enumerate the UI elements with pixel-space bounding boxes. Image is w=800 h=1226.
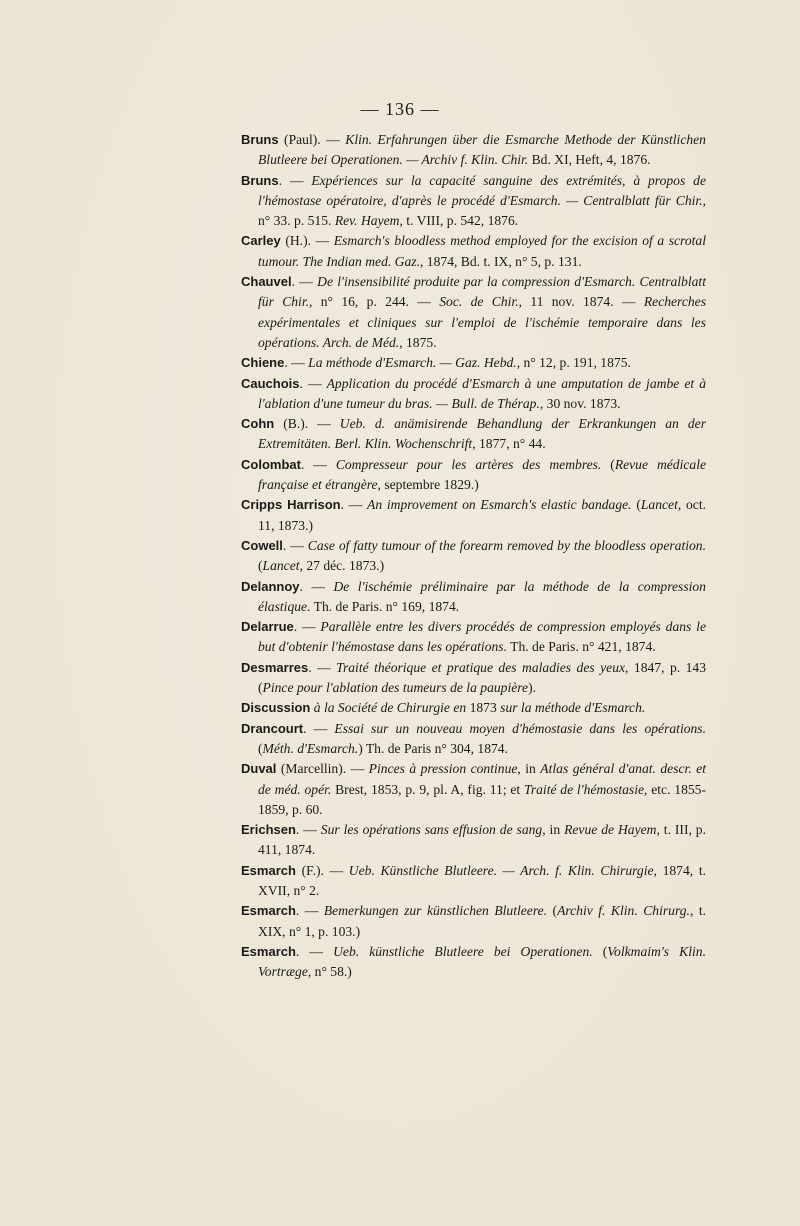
entry-author: Bruns [241,172,279,188]
entry-text: , t. VIII, p. 542, 1876. [399,213,519,229]
entry-italic-text: Sur les opérations sans effusion de sang [320,822,543,838]
entry-text: . — [291,274,318,290]
entry-italic-text: Revue de Hayem [564,822,657,838]
entry-italic-text: Klin. Erfahrungen über die Esmarche Methode der Künstlichen Blutleere bei Operationen. — Archiv f. Klin. Chir. [258,132,706,168]
entry-author: Bruns [241,132,279,147]
entry-italic-text: Case of fatty tumour of the forearm removed by the bloodless operation. [307,537,707,553]
entry-italic-text: Archiv f. Klin. Chirurg. [557,903,690,919]
entry-author: Chiene [241,355,285,371]
entry-italic-text: Lancet [262,558,300,574]
entry-text: , 1874, Bd. t. IX, n° 5, p. 131. [420,253,582,269]
bibliography-entry [241,495,706,536]
entry-text: , t. XIX, n° 1, p. 103.) [258,903,706,939]
entry-text: . — [278,172,312,188]
entry-italic-text: Ueb. d. anämisirende Behandlung der Erkrankungen an der Extremitäten. Berl. Klin. Wochenschrift [258,416,706,452]
bibliography-entry [241,658,706,699]
entry-italic-text: Recherches expérimentales et cliniques sur l'emploi de l'ischémie temporaire dans les opérations. Arch. de Méd. [258,294,707,350]
entry-italic-text: sur la méthode d'Esmarch. [500,700,646,716]
entry-author: Cohn [241,416,275,432]
entry-italic-text: Soc. de Chir. [439,294,519,310]
entry-text: (H.). — [280,233,334,249]
entry-italic-text: Expériences sur la capacité sanguine des extrémités, à propos de l'hémostase opératoire, d'après le procédé d'Esmarch. — Centralblatt für Chir. [258,172,706,208]
entry-text: Brest, 1853, p. 9, pl. A, fig. 11; et [331,781,525,797]
entry-text: , etc. 1855-1859, p. 60. [258,781,706,817]
entry-text: . — [284,355,309,371]
entry-author: Desmarres [241,659,309,675]
entry-author: Drancourt [241,720,304,736]
bibliography-entry [241,414,706,455]
bibliography-entry [241,536,706,577]
entry-text: , oct. 11, 1873.) [258,497,706,533]
entry-text: , in [542,822,565,838]
entry-text: , 1877, n° 44. [472,436,546,452]
entry-text: , 1875. [399,334,437,350]
entry-text: ( [601,456,615,472]
bibliography-entry [241,617,706,658]
entry-author: Chauvel [241,274,292,290]
entry-italic-text: Essai sur un nouveau moyen d'hémostasie dans les opérations. [334,720,706,736]
entry-text: , n° 16, p. 244. — [309,294,440,310]
bibliography-entry [241,130,706,171]
entry-text: ( [258,740,263,756]
bibliography-entry [241,353,706,373]
entry-text: ( [258,558,263,574]
entry-text: . — [295,903,324,919]
entry-text: ). [528,680,537,696]
entry-italic-text: Parallèle entre les divers procédés de compression employés dans le but d'obtenir l'hémostase dans les opérations. [258,619,706,655]
entry-text: , n° 58.) [307,964,352,980]
bibliography-list [241,130,706,982]
entry-text: , n° 12, p. 191, 1875. [516,355,631,371]
page-number: — 136 — [360,99,440,119]
bibliography-entry [241,698,706,718]
entry-text: . — [295,943,334,959]
bibliography-entry [241,759,706,820]
entry-text: (Paul). — [278,132,346,147]
entry-italic-text: Rev. Hayem [334,213,400,229]
bibliography-entry [241,231,706,272]
bibliography-entry [241,171,706,232]
entry-text: , in [517,761,541,777]
bibliography-entry [241,272,706,353]
bibliography-entry [241,942,706,983]
entry-italic-text: De l'insensibilité produite par la compression d'Esmarch. Centralblatt für Chir. [258,274,706,310]
entry-text: . — [295,822,321,838]
entry-author: Cauchois [241,375,300,391]
entry-text: ( [592,943,608,959]
entry-author: Delannoy [241,578,300,594]
entry-text: , 1874, t. XVII, n° 2. [258,862,706,898]
bibliography-entry [241,719,706,760]
entry-text: Th. de Paris. n° 421, 1874. [506,639,656,655]
entry-italic-text: Traité de l'hémostasie [524,781,645,797]
entry-italic-text: Pinces à pression continue [368,761,518,777]
bibliography-entry [241,455,706,496]
entry-italic-text: An improvement on Esmarch's elastic bandage. [367,497,632,513]
entry-text: . — [340,497,368,513]
entry-italic-text: à la Société de Chirurgie en [313,700,467,716]
entry-text: Bd. XI, Heft, 4, 1876. [528,152,651,168]
entry-italic-text: Esmarch's bloodless method employed for the excision of a scrotal tumour. The Indian med. Gaz. [258,233,706,269]
entry-italic-text: Méth. d'Esmarch. [262,740,359,756]
entry-author: Colombat [241,456,301,472]
entry-text: ( [547,903,558,919]
entry-text: 1873 [466,700,501,716]
entry-text: , 11 nov. 1874. — [518,294,644,310]
entry-italic-text: Lancet [640,497,678,513]
entry-author: Duval [241,761,277,777]
entry-author: Esmarch [241,903,296,919]
bibliography-entry [241,577,706,618]
entry-text: . — [303,720,335,736]
entry-text: . — [282,537,308,553]
entry-author: Erichsen [241,822,296,838]
entry-italic-text: Volkmaim's Klin. Vortræge [258,943,706,980]
entry-italic-text: Compresseur pour les artères des membres. [335,456,602,472]
entry-text: , septembre 1829.) [377,477,479,493]
entry-author: Delarrue [241,619,294,635]
entry-author: Discussion [241,700,311,716]
entry-text: , n° 33. p. 515. [258,192,706,229]
entry-author: Cripps Harrison [241,497,341,513]
entry-text: . — [299,375,327,391]
entry-text: ) Th. de Paris n° 304, 1874. [358,740,508,756]
entry-text: (B.). — [274,416,340,432]
entry-text: . — [300,456,336,472]
entry-text: (F.). — [295,862,349,878]
entry-text: . — [308,659,337,675]
entry-text: . — [299,578,334,594]
entry-author: Esmarch [241,943,296,959]
entry-text: ( [631,497,641,513]
bibliography-entry [241,901,706,942]
entry-text: , 30 nov. 1873. [539,395,621,411]
entry-italic-text: Pince pour l'ablation des tumeurs de la paupière [262,680,529,696]
entry-italic-text: Ueb. künstliche Blutleere bei Operationen. [333,943,593,959]
entry-text: , t. III, p. 411, 1874. [258,822,707,858]
entry-text: Th. de Paris. n° 169, 1874. [310,598,460,614]
entry-italic-text: Revue médicale française et étrangère [258,456,707,493]
entry-italic-text: Bemerkungen zur künstlichen Blutleere. [323,903,548,919]
entry-italic-text: Application du procédé d'Esmarch à une amputation de jambe et à l'ablation d'une tumeur du bras. — Bull. de Thérap. [258,375,706,411]
entry-text: . — [293,619,321,635]
bibliography-entry [241,820,706,861]
entry-author: Cowell [241,537,283,553]
entry-italic-text: La méthode d'Esmarch. — Gaz. Hebd. [308,355,517,371]
entry-italic-text: Traité théorique et pratique des maladies des yeux [336,659,626,675]
entry-italic-text: Atlas général d'anat. descr. et de méd. opér. [258,761,706,797]
bibliography-entry [241,861,706,902]
entry-text: , 1847, p. 143 ( [258,659,706,696]
entry-author: Esmarch [241,862,296,878]
entry-text: (Marcellin). — [276,761,369,777]
entry-italic-text: De l'ischémie préliminaire par la méthode de la compression élastique. [258,578,706,614]
entry-text: , 27 déc. 1873.) [299,558,385,574]
entry-author: Carley [241,233,281,249]
entry-italic-text: Ueb. Künstliche Blutleere. — Arch. f. Klin. Chirurgie [348,862,654,878]
bibliography-entry [241,374,706,415]
